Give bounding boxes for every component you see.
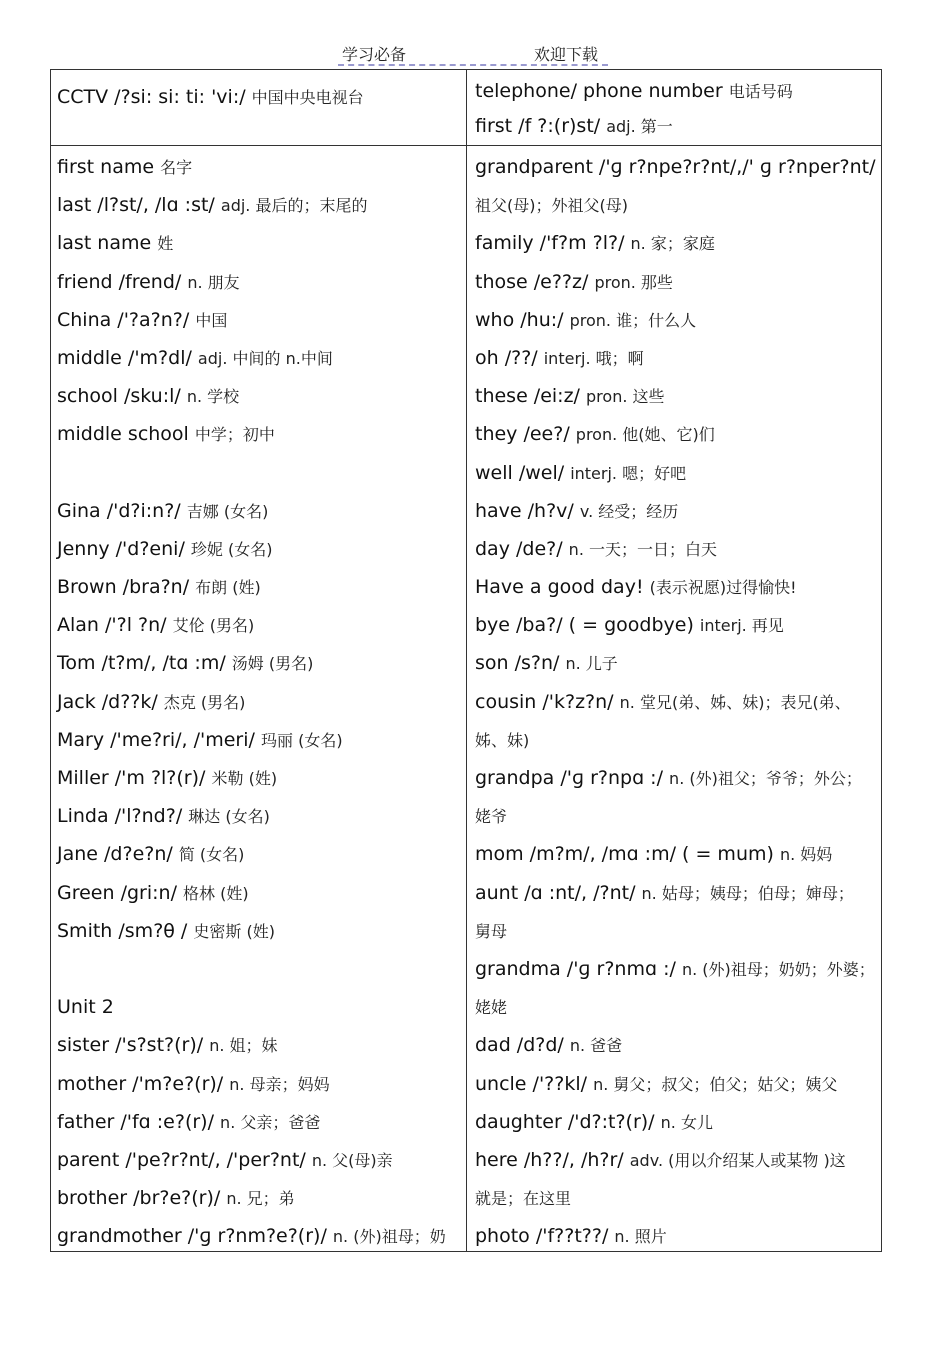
- vocab-entry: [57, 568, 446, 606]
- entry-word: family /'f?m ?l?/: [475, 232, 625, 255]
- entry-meaning: 中国: [195, 310, 228, 330]
- entry-word: these /ei:z/: [475, 385, 580, 408]
- entry-word: grandmother /'ɡ r?nm?e?(r)/: [57, 1225, 327, 1248]
- vocab-entry: [57, 80, 364, 115]
- entry-meaning: 米勒 (姓): [211, 769, 278, 788]
- entry-word: Linda /'l?nd?/: [57, 805, 183, 828]
- vocab-entry: [475, 759, 876, 797]
- column-divider: [466, 70, 467, 1251]
- entry-word: Mary /'me?ri/, /'meri/: [57, 728, 255, 751]
- entry-word: son /s?n/: [475, 652, 560, 675]
- entry-meaning: 杰克 (男名): [163, 692, 246, 712]
- vocab-entry: [57, 1141, 446, 1179]
- vocab-entry: [57, 148, 446, 186]
- entry-meaning: n. 兄；弟: [226, 1189, 295, 1209]
- vocab-entry: [57, 606, 446, 644]
- entry-word: grandma /'ɡ r?nmɑ :/: [475, 957, 676, 980]
- entry-meaning: 琳达 (女名): [188, 807, 270, 827]
- entry-meaning: adj. 第一: [606, 117, 673, 136]
- entry-meaning: 中学；初中: [194, 425, 275, 445]
- entry-meaning: 姓: [157, 234, 174, 254]
- entry-meaning: 就是；在这里: [475, 1189, 572, 1209]
- entry-meaning: 珍妮 (女名): [190, 539, 273, 559]
- entry-word: brother /br?e?(r)/: [57, 1187, 221, 1210]
- vocab-entry: [475, 301, 876, 339]
- vocab-entry: [475, 1026, 876, 1064]
- vocab-entry: [57, 1179, 446, 1217]
- entry-meaning: n. 儿子: [565, 654, 618, 674]
- entry-word: dad /d?d/: [475, 1034, 564, 1057]
- vocab-entry: [57, 301, 446, 339]
- entry-meaning: n. 学校: [186, 387, 240, 407]
- vocab-entry: [475, 339, 876, 377]
- entry-meaning: n. 照片: [614, 1227, 667, 1247]
- entry-word: middle school: [57, 423, 189, 446]
- entry-meaning: n. 舅父；叔父；伯父；姑父；姨父: [593, 1074, 838, 1094]
- vocab-entry: [57, 1217, 446, 1255]
- entry-meaning: (表示祝愿)过得愉快!: [649, 578, 797, 598]
- entry-word: first name: [57, 156, 155, 178]
- vocab-entry: [57, 797, 446, 835]
- entry-meaning: n. 姑母；姨母；伯母；婶母；: [641, 883, 854, 903]
- entry-word: Brown /bra?n/: [57, 576, 190, 599]
- vocab-entry: [57, 683, 446, 721]
- vocab-entry: [475, 415, 876, 453]
- entry-word: mother /'m?e?(r)/: [57, 1072, 224, 1095]
- entry-meaning: 格林 (姓): [183, 883, 249, 903]
- entry-word: last name: [57, 232, 152, 255]
- entry-meaning: n. 家；家庭: [630, 234, 715, 254]
- vocab-entry: [57, 530, 446, 568]
- entry-meaning: adj. 最后的；末尾的: [220, 196, 368, 216]
- vocab-entry: [475, 721, 876, 759]
- vocab-entry: [57, 759, 446, 797]
- entry-word: bye /ba?/ ( = goodbye): [475, 614, 694, 637]
- entry-meaning: adj. 中间的 n.中间: [197, 348, 333, 368]
- right-column: [475, 148, 876, 1255]
- vocab-entry: [475, 568, 876, 606]
- vocab-entry: [57, 835, 446, 873]
- entry-word: oh /??/: [475, 346, 538, 369]
- vocab-entry: [475, 1217, 876, 1255]
- entry-word: CCTV /?si: si: ti: 'vi:/: [57, 86, 246, 108]
- entry-word: day /de?/: [475, 537, 563, 560]
- vocab-entry: [475, 950, 876, 988]
- vocab-entry: [57, 1103, 446, 1141]
- entry-meaning: n. 爸爸: [569, 1036, 623, 1056]
- vocab-entry: [57, 988, 446, 1026]
- entry-word: here /h??/, /h?r/: [475, 1148, 624, 1171]
- vocab-entry: [475, 797, 876, 835]
- vocab-entry: [57, 186, 446, 224]
- page-header: [338, 42, 608, 64]
- vocab-entry: [57, 454, 446, 492]
- entry-word: first /f ?:(r)st/: [475, 115, 601, 137]
- entry-word: China /'?a?n?/: [57, 308, 190, 331]
- vocab-entry: [475, 263, 876, 301]
- entry-meaning: n. 妈妈: [779, 845, 833, 865]
- entry-word: they /ee?/: [475, 423, 570, 446]
- vocab-entry: [475, 835, 876, 873]
- vocab-entry: [57, 1065, 446, 1103]
- vocab-entry: [475, 874, 876, 912]
- entry-word: Jack /d??k/: [57, 690, 158, 713]
- vocab-entry: [57, 339, 446, 377]
- row-divider: [51, 145, 881, 146]
- vocab-entry: [475, 1179, 876, 1217]
- vocab-entry: [57, 224, 446, 262]
- entry-meaning: 吉娜 (女名): [186, 501, 269, 521]
- entry-meaning: 史密斯 (姓): [193, 921, 275, 941]
- entry-word: last /l?st/, /lɑ :st/: [57, 194, 215, 217]
- entry-meaning: 名字: [160, 158, 193, 177]
- entry-meaning: 姊、妹): [475, 730, 530, 750]
- vocab-table: [50, 69, 882, 1252]
- entry-word: school /sku:l/: [57, 385, 181, 408]
- entry-meaning: pron. 他(她、它)们: [575, 425, 715, 445]
- entry-word: have /h?v/: [475, 499, 574, 522]
- entry-meaning: 中国中央电视台: [251, 88, 364, 107]
- entry-meaning: pron. 这些: [586, 387, 665, 407]
- vocab-entry: [475, 74, 793, 109]
- entry-meaning: interj. 哦；啊: [543, 348, 644, 368]
- entry-meaning: n. 父(母)亲: [311, 1150, 393, 1170]
- entry-word: Have a good day!: [475, 576, 644, 599]
- vocab-entry: [475, 109, 793, 144]
- top-right-cell: [475, 74, 793, 144]
- vocab-entry: [475, 1141, 876, 1179]
- vocab-entry: [57, 950, 446, 988]
- vocab-entry: [475, 1103, 876, 1141]
- vocab-entry: [57, 644, 446, 682]
- vocab-entry: [475, 454, 876, 492]
- entry-meaning: pron. 谁；什么人: [569, 310, 697, 330]
- vocab-entry: [57, 377, 446, 415]
- entry-word: Smith /sm?θ /: [57, 919, 188, 942]
- entry-meaning: 祖父(母)；外祖父(母): [475, 196, 628, 216]
- entry-word: well /wel/: [475, 461, 565, 484]
- entry-word: Gina /'d?i:n?/: [57, 499, 181, 522]
- entry-meaning: n. 姐；妹: [209, 1036, 278, 1056]
- vocab-entry: [475, 492, 876, 530]
- vocab-entry: [475, 224, 876, 262]
- entry-word: aunt /ɑ :nt/, /?nt/: [475, 881, 636, 904]
- entry-meaning: 电话号码: [728, 82, 793, 101]
- entry-meaning: 玛丽 (女名): [260, 730, 343, 750]
- entry-word: daughter /'d?:t?(r)/: [475, 1110, 655, 1133]
- vocab-entry: [475, 683, 876, 721]
- entry-word: sister /'s?st?(r)/: [57, 1034, 204, 1057]
- entry-word: cousin /'k?z?n/: [475, 690, 614, 713]
- entry-word: Jenny /'d?eni/: [57, 537, 185, 560]
- entry-word: mom /m?m/, /mɑ :m/ ( = mum): [475, 843, 774, 866]
- entry-word: father /'fɑ :e?(r)/: [57, 1110, 214, 1133]
- vocab-entry: [57, 874, 446, 912]
- header-left-text: 学习必备: [342, 45, 407, 64]
- vocab-entry: [475, 186, 876, 224]
- entry-meaning: n. 堂兄(弟、姊、妹)；表兄(弟、: [619, 692, 851, 712]
- entry-meaning: n. 一天；一日；白天: [568, 539, 717, 559]
- vocab-entry: [475, 606, 876, 644]
- entry-word: uncle /'??kl/: [475, 1072, 588, 1095]
- entry-meaning: n. 朋友: [187, 272, 240, 292]
- entry-word: grandpa /'ɡ r?npɑ :/: [475, 767, 663, 789]
- vocab-entry: [57, 912, 446, 950]
- entry-word: Jane /d?e?n/: [57, 843, 173, 866]
- header-right-text: 欢迎下载: [534, 45, 599, 64]
- vocab-entry: [57, 721, 446, 759]
- entry-meaning: v. 经受；经历: [579, 501, 679, 521]
- entry-meaning: n. 母亲；妈妈: [229, 1074, 330, 1094]
- entry-meaning: adv. (用以介绍某人或某物 )这: [629, 1150, 846, 1170]
- entry-word: grandparent /'ɡ r?npe?r?nt/,/' ɡ r?nper?nt/: [475, 156, 876, 178]
- entry-meaning: interj. 嗯；好吧: [570, 463, 687, 483]
- left-column: [57, 148, 446, 1255]
- entry-word: friend /frend/: [57, 270, 182, 293]
- entry-meaning: n. (外)祖母；奶奶；外婆；: [681, 959, 875, 979]
- entry-meaning: interj. 再见: [699, 616, 784, 636]
- entry-word: Miller /'m ?l?(r)/: [57, 767, 206, 789]
- entry-word: Green /gri:n/: [57, 881, 177, 904]
- entry-word: Tom /t?m/, /tɑ :m/: [57, 652, 226, 675]
- entry-word: who /hu:/: [475, 308, 564, 331]
- entry-meaning: n. (外)祖母；奶: [332, 1227, 446, 1247]
- entry-meaning: n. (外)祖父；爷爷；外公；: [669, 769, 862, 788]
- entry-word: parent /'pe?r?nt/, /'per?nt/: [57, 1148, 306, 1171]
- vocab-entry: [475, 1065, 876, 1103]
- entry-meaning: 姥爷: [475, 807, 508, 827]
- entry-meaning: n. 女儿: [660, 1112, 713, 1132]
- vocab-entry: [475, 148, 876, 186]
- entry-meaning: 姥姥: [475, 998, 508, 1018]
- entry-meaning: 布朗 (姓): [195, 578, 261, 598]
- top-left-cell: [57, 80, 364, 115]
- entry-meaning: 简 (女名): [178, 845, 245, 865]
- entry-word: telephone/ phone number: [475, 80, 723, 102]
- entry-meaning: pron. 那些: [594, 272, 673, 292]
- entry-meaning: n. 父亲；爸爸: [220, 1112, 321, 1132]
- vocab-entry: [57, 492, 446, 530]
- vocab-entry: [57, 263, 446, 301]
- entry-word: middle /'m?dl/: [57, 346, 192, 369]
- vocab-entry: [475, 644, 876, 682]
- header-dashed-rule: [338, 64, 608, 66]
- vocab-entry: [57, 415, 446, 453]
- vocab-entry: [475, 377, 876, 415]
- entry-word: Unit 2: [57, 996, 114, 1019]
- vocab-entry: [475, 988, 876, 1026]
- entry-word: Alan /'?l ?n/: [57, 614, 167, 637]
- vocab-entry: [475, 912, 876, 950]
- entry-word: photo /'f??t??/: [475, 1225, 609, 1248]
- entry-meaning: 舅母: [475, 921, 508, 941]
- entry-meaning: 艾伦 (男名): [172, 616, 255, 636]
- vocab-entry: [57, 1026, 446, 1064]
- vocab-entry: [475, 530, 876, 568]
- entry-word: those /e??z/: [475, 270, 589, 293]
- entry-meaning: 汤姆 (男名): [231, 654, 314, 674]
